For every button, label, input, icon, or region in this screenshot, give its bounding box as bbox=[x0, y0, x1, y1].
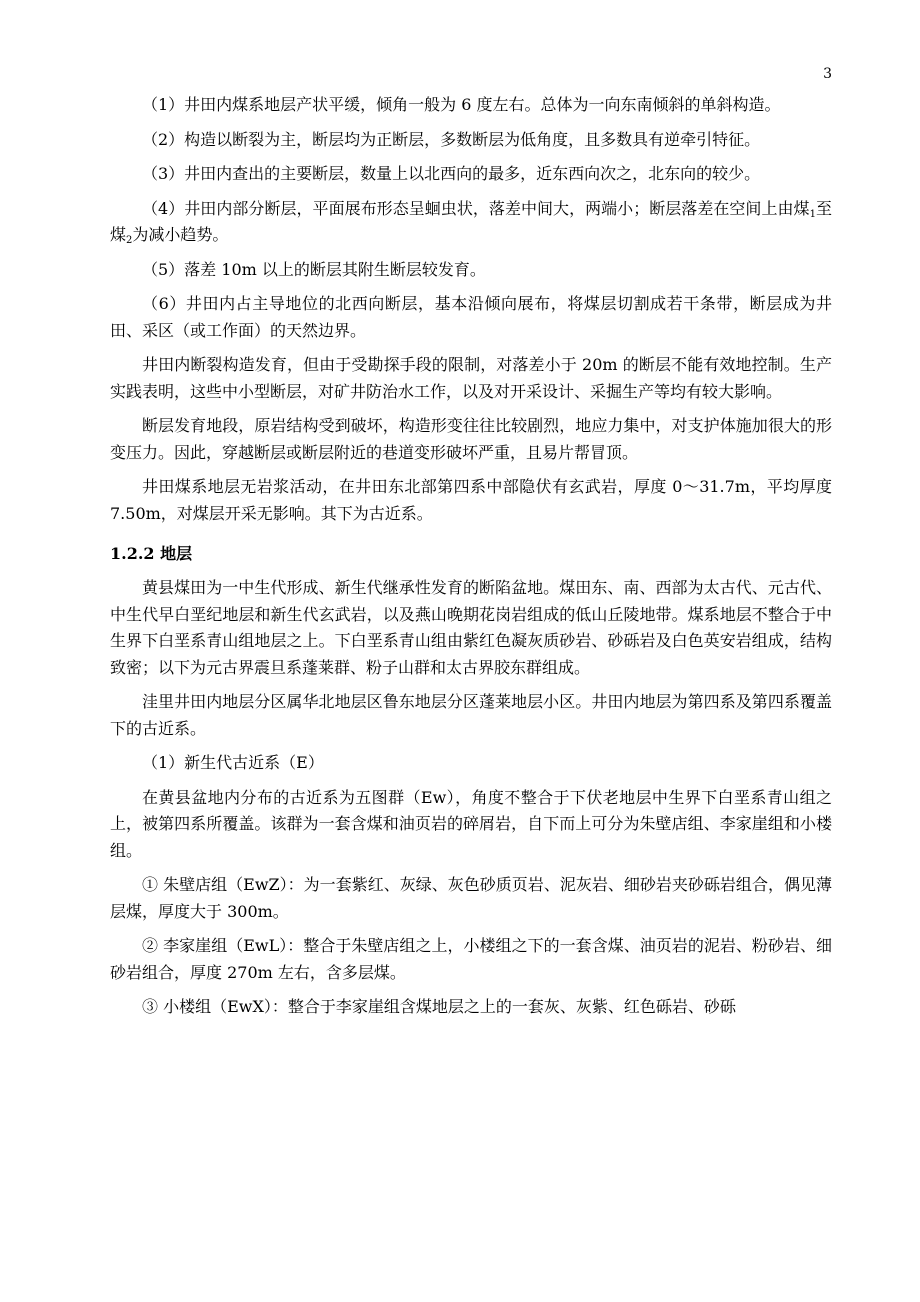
paragraph: 井田煤系地层无岩浆活动，在井田东北部第四系中部隐伏有玄武岩，厚度 0～31.7m，平均厚度 7.50m，对煤层开采无影响。其下为古近系。 bbox=[110, 477, 832, 523]
subscript: 1 bbox=[809, 208, 816, 220]
page-number: 3 bbox=[823, 66, 832, 82]
paragraph-text: 至煤 bbox=[110, 198, 832, 244]
document-body bbox=[110, 92, 832, 1029]
section-heading: 1.2.2 地层 bbox=[110, 544, 193, 563]
paragraph: 井田内断裂构造发育，但由于受勘探手段的限制，对落差小于 20m 的断层不能有效地控制。生产实践表明，这些中小型断层，对矿井防治水工作，以及对开采设计、采掘生产等均有较大影响。 bbox=[110, 355, 832, 401]
paragraph: 洼里井田内地层分区属华北地层区鲁东地层分区蓬莱地层小区。井田内地层为第四系及第四系覆盖下的古近系。 bbox=[110, 692, 832, 738]
paragraph bbox=[110, 196, 832, 249]
subscript: 2 bbox=[126, 235, 133, 246]
paragraph-text: （4）井田内部分断层，平面展布形态呈蛔虫状，落差中间大，两端小；断层落差在空间上由煤 bbox=[142, 198, 810, 218]
paragraph: ① 朱壁店组（EwZ）：为一套紫红、灰绿、灰色砂质页岩、泥灰岩、细砂岩夹砂砾岩组合，偶见薄层煤，厚度大于 300m。 bbox=[110, 875, 832, 921]
paragraph-text: 为减小趋势。 bbox=[132, 225, 229, 244]
paragraph: （5）落差 10m 以上的断层其附生断层较发育。 bbox=[142, 259, 486, 279]
paragraph: 在黄县盆地内分布的古近系为五图群（Ew），角度不整合于下伏老地层中生界下白垩系青山组之上，被第四系所覆盖。该群为一套含煤和油页岩的碎屑岩，自下而上可分为朱壁店组、李家崖组和小楼组。 bbox=[110, 787, 832, 860]
paragraph: ② 李家崖组（EwL）：整合于朱壁店组之上，小楼组之下的一套含煤、油页岩的泥岩、粉砂岩、细砂岩组合，厚度 270m 左右，含多层煤。 bbox=[110, 936, 832, 982]
paragraph: 断层发育地段，原岩结构受到破坏，构造形变往往比较剧烈，地应力集中，对支护体施加很大的形变压力。因此，穿越断层或断层附近的巷道变形破坏严重，且易片帮冒顶。 bbox=[110, 416, 832, 462]
paragraph: （3）井田内查出的主要断层，数量上以北西向的最多，近东西向次之，北东向的较少。 bbox=[142, 164, 761, 183]
paragraph: 黄县煤田为一中生代形成、新生代继承性发育的断陷盆地。煤田东、南、西部为太古代、元古代、中生代早白垩纪地层和新生代玄武岩，以及燕山晚期花岗岩组成的低山丘陵地带。煤系地层不整合于中生界下白垩系青山组地层之上。下白垩系青山组由紫红色凝灰质砂岩、砂砾岩及白色英安岩组成，结构致密；以下为元古界震旦系蓬莱群、粉子山群和太古界胶东群组成。 bbox=[110, 578, 832, 677]
paragraph: （6）井田内占主导地位的北西向断层，基本沿倾向展布，将煤层切割成若干条带，断层成为井田、采区（或工作面）的天然边界。 bbox=[110, 294, 832, 340]
paragraph: （2）构造以断裂为主，断层均为正断层，多数断层为低角度，且多数具有逆牵引特征。 bbox=[142, 129, 761, 149]
paragraph: ③ 小楼组（EwX）：整合于李家崖组含煤地层之上的一套灰、灰紫、红色砾岩、砂砾 bbox=[142, 997, 736, 1016]
paragraph: （1）新生代古近系（E） bbox=[142, 753, 324, 772]
paragraph: （1）井田内煤系地层产状平缓，倾角一般为 6 度左右。总体为一向东南倾斜的单斜构造。 bbox=[142, 95, 781, 114]
